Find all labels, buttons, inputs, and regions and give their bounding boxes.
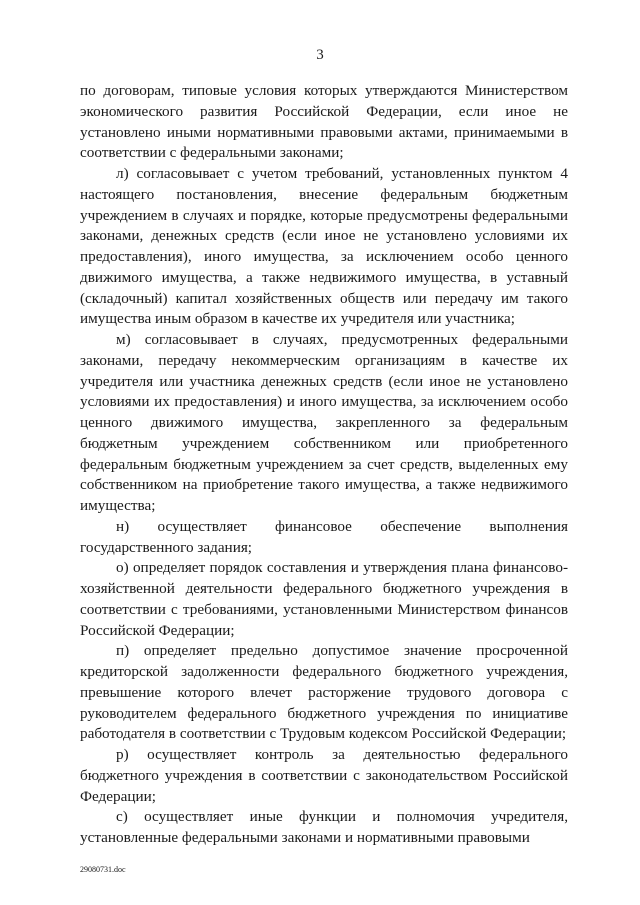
paragraph-item-r: р) осуществляет контроль за деятельностью федерального бюджетного учреждения в соответствии с законодательством Российской Федерации;	[80, 746, 568, 805]
paragraph-item-p: п) определяет предельно допустимое значение просроченной кредиторской задолженности федерального бюджетного учреждения, превышение которого влечет расторжение трудового договора с руководителем федерального бюджетного учреждения по инициативе работодателя в соответствии с Трудовым кодексом Российской Федерации;	[80, 642, 568, 743]
paragraph-continuation: по договорам, типовые условия которых утверждаются Министерством экономического развития Российской Федерации, если иное не установлено иными нормативными правовыми актами, принимаемыми в соответствии с федеральными законами;	[80, 82, 568, 162]
footer-filename: 29080731.doc	[80, 865, 126, 874]
paragraph-item-s: с) осуществляет иные функции и полномочия учредителя, установленные федеральными законами и нормативными правовыми	[80, 808, 568, 846]
document-body	[80, 81, 568, 849]
paragraph-item-n: н) осуществляет финансовое обеспечение выполнения государственного задания;	[80, 517, 568, 556]
paragraph-item-o: о) определяет порядок составления и утверждения плана финансово-хозяйственной деятельности федерального бюджетного учреждения в соответствии с требованиями, установленными Министерством финансов Российской Федерации;	[80, 559, 568, 639]
page-number: 3	[316, 47, 324, 63]
paragraph-item-m: м) согласовывает в случаях, предусмотренных федеральными законами, передачу некоммерческим организациям в качестве их учредителя или участника денежных средств (если иное не установлено условиями их предоставления) и иного имущества, за исключением особо ценного движимого имущества, закрепленного за федеральным бюджетным учреждением собственником или приобретенного федеральным бюджетным учреждением за счет средств, выделенных ему собственником на приобретение такого имущества, а также недвижимого имущества;	[80, 331, 568, 514]
paragraph-item-l: л) согласовывает с учетом требований, установленных пунктом 4 настоящего постановления, внесение федеральным бюджетным учреждением в случаях и порядке, которые предусмотрены федеральными законами, денежных средств (если иное не установлено условиями их предоставления), иного имущества, за исключением особо ценного движимого имущества, а также недвижимого имущества, в уставный (складочный) капитал хозяйственных обществ или передачу им такого имущества иным образом в качестве их учредителя или участника;	[80, 165, 568, 328]
